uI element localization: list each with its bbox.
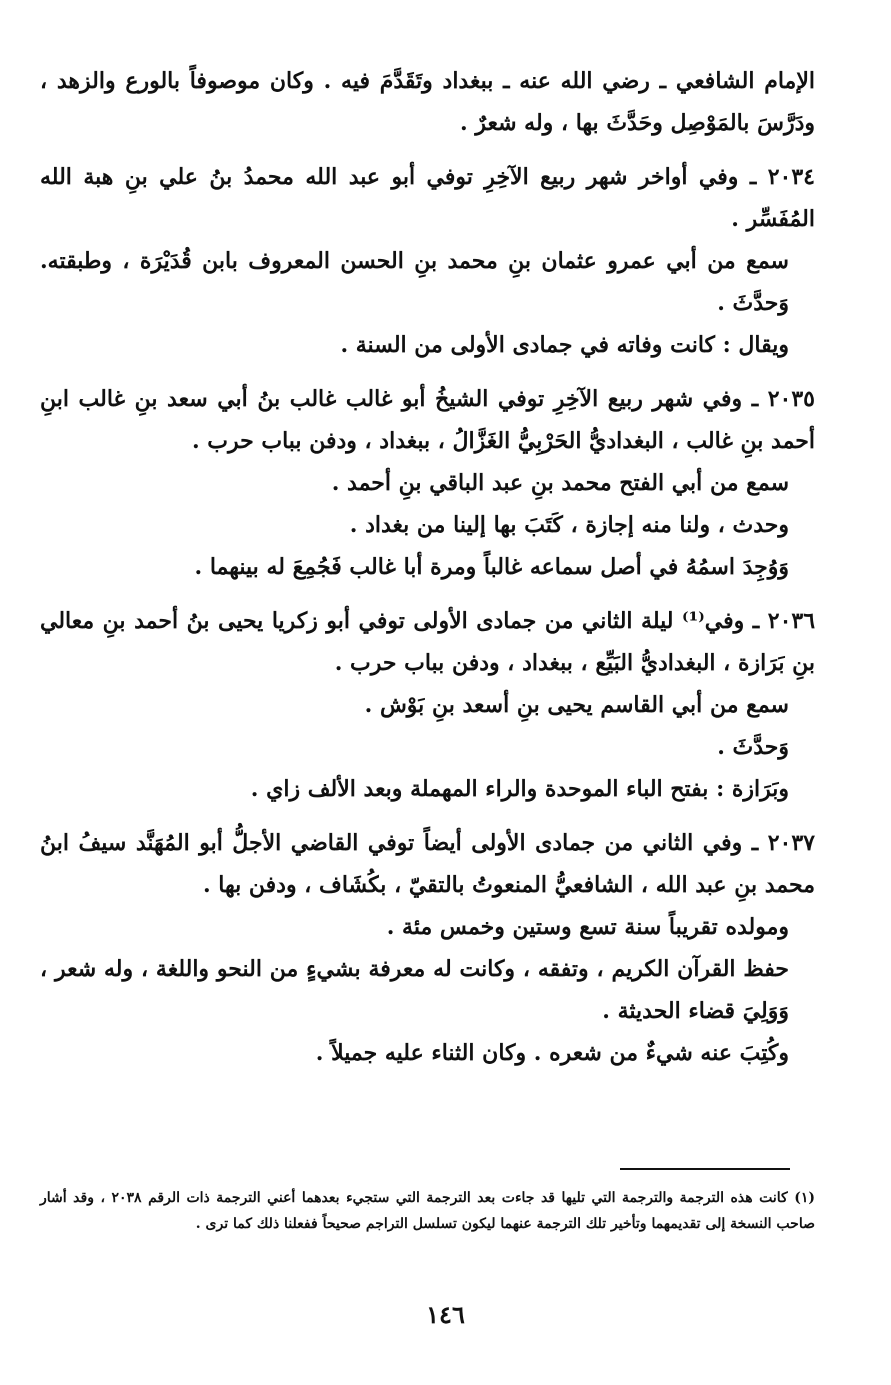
footnote-text: (١) كانت هذه الترجمة والترجمة التي تليها قد جاءت بعد الترجمة التي ستجيء بعدهما أعني الترجمة ذات الرقم ٢٠٣٨ ، وقد أشار صاحب النسخة إلى تقديمهما وتأخير تلك الترجمة عنهما ليكون تسلسل التراجم صحيحاً ففعلنا ذلك كما ترى .	[40, 1190, 815, 1232]
entry-paragraph: سمع من أبي القاسم يحيى بنِ أسعد بنِ بَوْش .	[364, 692, 789, 718]
entry-paragraph: وحدث ، ولنا منه إجازة ، كَتَبَ بها إلينا من بغداد .	[349, 512, 789, 538]
biography-entry-2034	[40, 156, 815, 366]
entry-lead: ٢٠٣٧ ـ وفي الثاني من جمادى الأولى أيضاً توفي القاضي الأجلُّ أبو المُهَنَّد سيفُ ابنُ محمد بنِ عبد الله ، الشافعيُّ المنعوتُ بالتقيّ ، بكُشَاف ، ودفن بها .	[40, 830, 815, 898]
entry-paragraph: وَحدَّثَ .	[717, 734, 789, 760]
entry-paragraph: سمع من أبي عمرو عثمان بنِ محمد بنِ الحسن المعروف بابن قُدَيْرَة ، وطبقته. وَحدَّثَ .	[40, 248, 789, 316]
biography-entry-2035	[40, 378, 815, 588]
entry-paragraph: ويقال : كانت وفاته في جمادى الأولى من السنة .	[340, 332, 789, 358]
entry-lead: ٢٠٣٥ ـ وفي شهر ربيع الآخِرِ توفي الشيخُ أبو غالب غالب بنُ أبي سعد بنِ غالب ابنِ أحمد بنِ غالب ، البغداديُّ الحَرْبِيُّ الغَزَّالُ ، ببغداد ، ودفن بباب حرب .	[40, 386, 815, 454]
page-number: ١٤٦	[426, 1300, 465, 1329]
footnotes	[40, 1185, 815, 1237]
entry-paragraph: وبَرَازة : بفتح الباء الموحدة والراء المهملة وبعد الألف زاي .	[250, 776, 789, 802]
entry-lead: ٢٠٣٦ ـ وفي⁽¹⁾ ليلة الثاني من جمادى الأولى توفي أبو زكريا يحيى بنُ أحمد بنِ معالي بنِ بَرَازة ، البغداديُّ البَيِّع ، ببغداد ، ودفن بباب حرب .	[40, 608, 816, 676]
entry-paragraph: حفظ القرآن الكريم ، وتفقه ، وكانت له معرفة بشيءٍ من النحو واللغة ، وله شعر ، وَوَلِيَ قضاء الحديثة .	[40, 956, 789, 1024]
entry-paragraph: ومولده تقريباً سنة تسع وستين وخمس مئة .	[386, 914, 789, 940]
footnote-divider	[620, 1168, 790, 1170]
entry-paragraph: وَوُجِدَ اسمُهُ في أصل سماعه غالباً ومرة أبا غالب فَجُمِعَ له بينهما .	[194, 554, 789, 580]
biography-entry-2037	[40, 822, 815, 1074]
entry-lead: الإمام الشافعي ـ رضي الله عنه ـ ببغداد وتَقَدَّمَ فيه . وكان موصوفاً بالورع والزهد ، ودَرَّسَ بالمَوْصِل وحَدَّثَ بها ، وله شعرٌ .	[40, 68, 815, 136]
biography-entry-2036	[40, 600, 815, 810]
entry-lead: ٢٠٣٤ ـ وفي أواخر شهر ربيع الآخِرِ توفي أبو عبد الله محمدُ بنُ علي بنِ هبة الله المُفَسِّر .	[40, 164, 815, 232]
biography-entry	[40, 60, 815, 144]
entry-paragraph: وكُتِبَ عنه شيءٌ من شعره . وكان الثناء عليه جميلاً .	[315, 1040, 789, 1066]
entry-paragraph: سمع من أبي الفتح محمد بنِ عبد الباقي بنِ أحمد .	[331, 470, 789, 496]
